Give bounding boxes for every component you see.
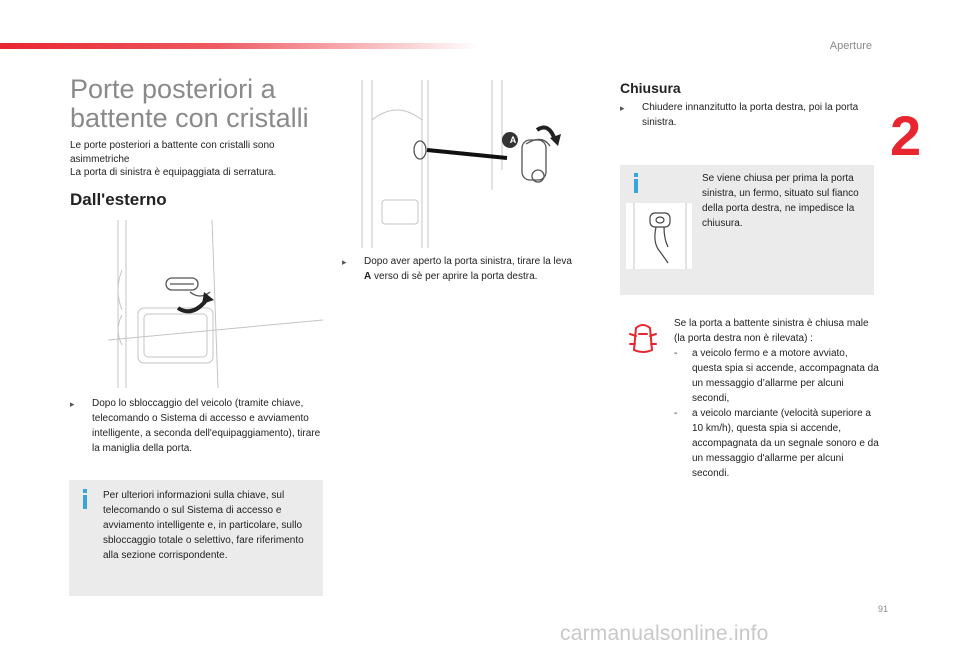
intro-line-2: La porta di sinistra è equipaggiata di serratura. xyxy=(70,167,277,178)
lever-illustration xyxy=(342,80,574,248)
page-title xyxy=(70,75,340,133)
warning-item-1-dash: - xyxy=(674,348,678,359)
closing-instruction xyxy=(620,100,875,130)
arrow-bullet-icon: ▸ xyxy=(342,257,347,267)
outside-instruction xyxy=(70,396,325,456)
warning-item-1 xyxy=(674,346,879,406)
outside-heading: Dall'esterno xyxy=(70,190,167,209)
warning-item-1-text: a veicolo fermo e a motore avviato, questa spia si accende, accompagnata da un messaggio d’allarme per alcuni secondi, xyxy=(692,348,879,404)
warning-list xyxy=(674,346,879,481)
door-stop-illustration xyxy=(626,203,692,269)
closing-info-text: Se viene chiusa per prima la porta sinistra, un fermo, situato sul fianco della porta destra, ne impedisce la chiusura. xyxy=(702,173,859,229)
page-title-line-1: Porte posteriori a xyxy=(70,74,276,104)
section-label: Aperture xyxy=(829,40,872,52)
outside-bullet-text: Dopo lo sbloccaggio del veicolo (tramite chiave, telecomando o Sistema di accesso e avviamento intelligente, a seconda dell'equipaggiamento), tirare la maniglia della porta. xyxy=(92,398,321,454)
intro-line-1: Le porte posteriori a battente con cristalli sono asimmetriche xyxy=(70,140,275,165)
page-title-line-2: battente con cristalli xyxy=(70,103,309,133)
callout-a-label: A xyxy=(509,135,517,145)
outside-info-box xyxy=(69,480,323,596)
header-accent-bar xyxy=(0,43,480,49)
info-icon xyxy=(83,495,87,509)
chapter-number: 2 xyxy=(890,104,922,167)
info-icon xyxy=(634,179,638,193)
middle-bullet-text xyxy=(364,254,577,284)
arrow-bullet-icon: ▸ xyxy=(620,103,625,113)
closing-heading: Chiusura xyxy=(620,80,681,96)
warning-intro: Se la porta a battente sinistra è chiusa male (la porta destra non è rilevata) : xyxy=(674,318,869,344)
outside-info-text: Per ulteriori informazioni sulla chiave, sul telecomando o sul Sistema di accesso e avviamento intelligente e, in particolare, sullo sbloccaggio totale o selettivo, fare riferimento alla sezione corrispondente. xyxy=(103,490,304,561)
outside-bullet-item xyxy=(70,396,325,456)
closing-bullet-text: Chiudere innanzitutto la porta destra, poi la porta sinistra. xyxy=(642,102,859,128)
warning-item-2-text: a veicolo marciante (velocità superiore a 10 km/h), questa spia si accende, accompagnata da un segnale sonoro e da un messaggio d'allarme per alcuni secondi. xyxy=(692,408,879,479)
middle-bullet-item xyxy=(342,254,577,284)
watermark: carmanualsonline.info xyxy=(560,622,769,645)
middle-bullet-lever-ref: A xyxy=(364,271,372,282)
warning-text xyxy=(674,316,879,481)
outside-handle-illustration xyxy=(108,220,323,388)
closing-bullet-item xyxy=(620,100,875,130)
intro-text xyxy=(70,139,330,180)
middle-instruction xyxy=(342,254,577,284)
middle-bullet-text-post: verso di sè per aprire la porta destra. xyxy=(371,271,538,282)
warning-item-2 xyxy=(674,406,879,481)
middle-bullet-text-pre: Dopo aver aperto la porta sinistra, tirare la leva xyxy=(364,256,572,267)
page-number: 91 xyxy=(877,604,888,614)
warning-item-2-dash: - xyxy=(674,408,678,419)
arrow-bullet-icon: ▸ xyxy=(70,399,75,409)
door-open-warning-icon xyxy=(628,320,658,356)
closing-info-box xyxy=(620,165,874,295)
